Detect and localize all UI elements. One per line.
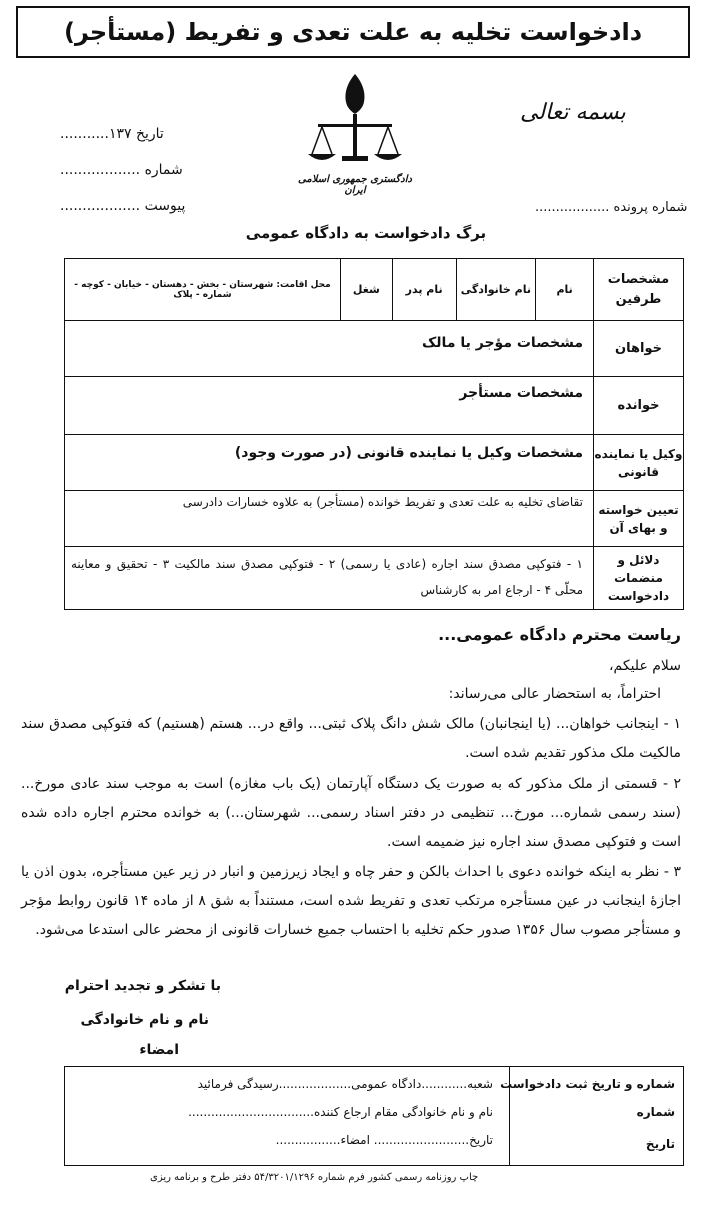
lawyer-value: مشخصات وکیل یا نماینده قانونی (در صورت وجود) — [234, 445, 583, 461]
claim-label: تعیین خواسته و بهای آن — [593, 491, 683, 546]
intro: احتراماً، به استحضار عالی می‌رساند: — [448, 686, 661, 702]
claim-value: تقاضای تخلیه به علت تعدی و تفریط خوانده (مستأجر) به علاوه خسارات دادرسی — [182, 495, 583, 509]
claim-row — [65, 491, 683, 547]
lawyer-row — [65, 435, 683, 491]
branch-line: شعبه............دادگاه عمومی...................رسیدگی فرمائید — [197, 1077, 493, 1091]
plaintiff-label: خواهان — [593, 321, 683, 376]
plaintiff-row — [65, 321, 683, 377]
date-sign-line: تاریخ......................... امضاء................. — [275, 1133, 493, 1147]
attachment-value: .................. — [60, 198, 141, 214]
signature-line: امضاء — [139, 1042, 179, 1058]
form-title: دادخواست تخلیه به علت تعدی و تفریط (مستأجر) — [16, 6, 690, 58]
date-value: ۱۳۷........... — [60, 126, 132, 142]
header-father: نام پدر — [392, 259, 456, 320]
reg-label: شماره و تاریخ ثبت دادخواست — [500, 1077, 675, 1091]
reg-date-label: تاریخ — [645, 1137, 675, 1151]
defendant-value: مشخصات مستأجر — [459, 385, 583, 401]
header-family: نام خانوادگی — [456, 259, 536, 320]
header-job: شغل — [340, 259, 392, 320]
header-address: محل اقامت: شهرستان - بخش - دهستان - خیابان - کوچه - شماره - پلاک — [74, 279, 331, 300]
name-line: نام و نام خانوادگی — [80, 1012, 209, 1028]
date-line — [60, 126, 164, 142]
table-header-row — [65, 259, 683, 321]
referrer-line: نام و نام خانوادگی مقام ارجاع کننده................................. — [188, 1105, 493, 1119]
court-title: برگ دادخواست به دادگاه عمومی — [245, 224, 487, 242]
defendant-row — [65, 377, 683, 435]
registration-box — [64, 1066, 684, 1166]
reg-number-label: شماره — [636, 1105, 675, 1119]
closing: با تشکر و تجدید احترام — [64, 978, 221, 994]
emblem — [300, 70, 410, 200]
number-value: .................. — [60, 162, 141, 178]
header-name: نام — [535, 259, 593, 320]
print-note: چاپ روزنامه رسمی کشور فرم شماره ۵۴/۳۲۰۱/۱۲۹۶ دفتر طرح و برنامه ریزی — [150, 1172, 479, 1183]
evidence-label: دلائل و منضمات دادخواست — [593, 547, 683, 609]
case-number-value: .................. — [535, 200, 610, 215]
date-label: تاریخ — [135, 126, 164, 142]
paragraph-1: ۱ - اینجانب خواهان... (یا اینجانبان) مالک شش دانگ پلاک ثبتی... واقع در... هستم (هستیم) که فتوکپی مصدق سند مالکیت ملک مذکور تقدیم شده است. — [21, 716, 681, 761]
plaintiff-value: مشخصات مؤجر یا مالک — [421, 335, 583, 351]
paragraph-2: ۲ - قسمتی از ملک مذکور که به صورت یک دستگاه آپارتمان (یک باب مغازه) است به موجب سند عادی مورخ... (سند رسمی شماره... مورخ... تنظیمی در دفتر اسناد رسمی... شهرستان...) به خوانده محترم اجاره داده شده است و فتوکپی مصدق سند اجاره نیز ضمیمه است. — [21, 776, 681, 850]
attachment-label: پیوست — [144, 198, 186, 214]
header-parties: مشخصات طرفین — [593, 259, 683, 320]
paragraph-3: ۳ - نظر به اینکه خوانده دعوی با احداث بالکن و حفر چاه و ایجاد زیرزمین و انبار در زیر عین مستأجره، بدون اذن یا اجازهٔ اینجانب در عین مستأجره مرتکب تعدی و تفریط شده است، مستنداً به شق ۸ از ماده ۱۴ قانون روابط مؤجر و مستأجر مصوب سال ۱۳۵۶ صدور حکم تخلیه با احتساب جمیع خسارات قانونی از محضر عالی استدعا می‌شود. — [21, 864, 681, 938]
greeting: سلام علیکم، — [609, 658, 681, 674]
evidence-value: ۱ - فتوکپی مصدق سند اجاره (عادی یا رسمی) ۲ - فتوکپی مصدق سند مالکیت ۳ - تحقیق و معاینه محلّی ۴ - ارجاع امر به کارشناس — [71, 557, 583, 597]
number-label: شماره — [144, 162, 183, 178]
case-number-label: شماره پرونده — [613, 200, 688, 215]
lawyer-label: وکیل یا نماینده قانونی — [593, 435, 683, 490]
case-number-line — [535, 200, 687, 215]
evidence-row — [65, 547, 683, 609]
number-line — [60, 162, 183, 178]
emblem-caption: دادگستری جمهوری اسلامی ایران — [298, 174, 412, 196]
salutation: ریاست محترم دادگاه عمومی... — [438, 625, 681, 644]
header-cells — [65, 259, 593, 320]
parties-table — [64, 258, 684, 610]
attachment-line — [60, 198, 185, 214]
basmala: بسمه تعالی — [520, 100, 626, 125]
defendant-label: خوانده — [593, 377, 683, 434]
